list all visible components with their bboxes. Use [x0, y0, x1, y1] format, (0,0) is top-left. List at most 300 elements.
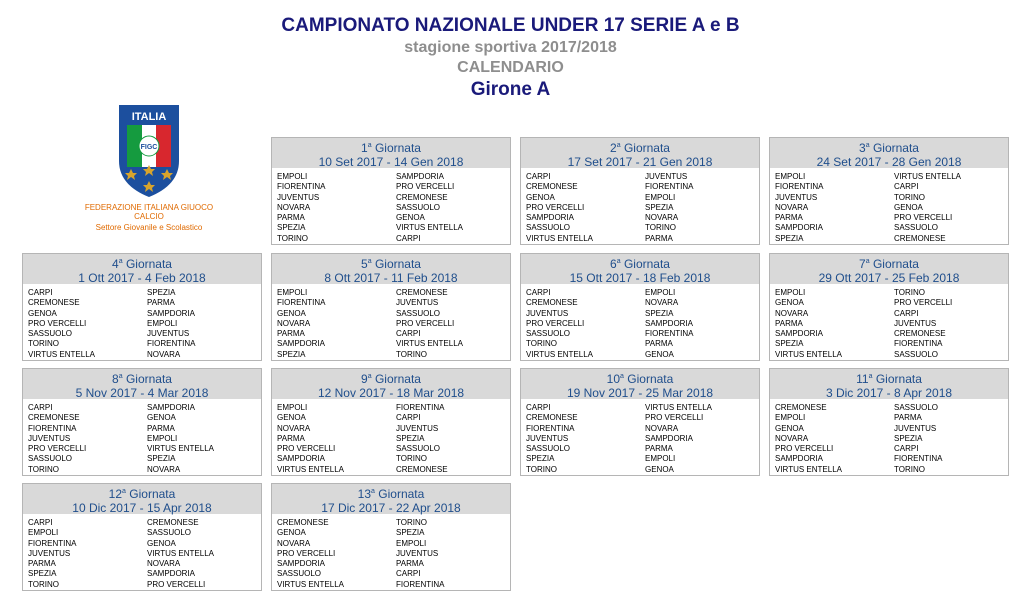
round-label: Giornata — [623, 257, 670, 271]
away-team: PRO VERCELLI — [396, 318, 455, 328]
round-ordinal: a — [367, 258, 372, 265]
match-row — [277, 329, 510, 339]
match-row — [526, 172, 759, 182]
home-team: SAMPDORIA — [775, 454, 824, 464]
round-number: 1 — [361, 141, 368, 155]
round-dates: 17 Set 2017 - 21 Gen 2018 — [567, 155, 713, 169]
away-team: CREMONESE — [396, 192, 448, 202]
away-team: FIORENTINA — [894, 339, 943, 349]
home-team: SAMPDORIA — [526, 213, 575, 223]
round-number: 5 — [361, 257, 368, 271]
round-card — [769, 137, 1009, 245]
match-row — [277, 213, 510, 223]
match-row — [28, 434, 261, 444]
match-row — [28, 309, 261, 319]
round-title — [272, 254, 510, 271]
home-team: GENOA — [277, 528, 306, 538]
match-row — [28, 298, 261, 308]
away-team: EMPOLI — [147, 433, 178, 443]
away-team: TORINO — [396, 454, 427, 464]
round-header — [272, 254, 510, 284]
away-team: SAMPDORIA — [645, 433, 694, 443]
round-dates: 29 Ott 2017 - 25 Feb 2018 — [818, 271, 960, 285]
match-row — [775, 339, 1008, 349]
match-row — [526, 182, 759, 192]
away-team: CREMONESE — [894, 329, 946, 339]
match-row — [277, 580, 510, 590]
home-team: GENOA — [775, 298, 804, 308]
round-header — [770, 254, 1008, 284]
match-row — [28, 454, 261, 464]
home-team: CARPI — [28, 518, 53, 527]
home-team: PARMA — [775, 318, 803, 328]
away-team: TORINO — [396, 349, 427, 359]
round-dates: 10 Set 2017 - 14 Gen 2018 — [318, 155, 464, 169]
home-team: CREMONESE — [526, 182, 578, 192]
home-team: JUVENTUS — [526, 433, 569, 443]
round-ordinal: a — [367, 373, 372, 380]
away-team: SASSUOLO — [894, 223, 939, 233]
match-row — [526, 193, 759, 203]
home-team: SASSUOLO — [526, 444, 571, 454]
away-team: CARPI — [396, 413, 421, 423]
round-number: 6 — [610, 257, 617, 271]
away-team: TORINO — [396, 518, 427, 527]
svg-text:FIGC: FIGC — [140, 144, 158, 151]
away-team: FIORENTINA — [147, 339, 196, 349]
away-team: NOVARA — [645, 213, 679, 223]
round-title — [770, 369, 1008, 386]
away-team: FIORENTINA — [396, 579, 445, 589]
home-team: SAMPDORIA — [775, 223, 824, 233]
home-team: CARPI — [526, 403, 551, 412]
away-team: GENOA — [645, 349, 674, 359]
home-team: SAMPDORIA — [277, 454, 326, 464]
match-list — [770, 399, 1008, 475]
round-ordinal: a — [865, 142, 870, 149]
round-label: Giornata — [623, 141, 670, 155]
page-header — [0, 14, 1021, 102]
away-team: CARPI — [894, 308, 919, 318]
match-row — [277, 569, 510, 579]
match-list — [23, 514, 261, 590]
home-team: GENOA — [526, 192, 555, 202]
home-team: PRO VERCELLI — [28, 444, 87, 454]
home-team: JUVENTUS — [277, 192, 320, 202]
match-row — [775, 319, 1008, 329]
away-team: SAMPDORIA — [645, 318, 694, 328]
round-dates: 10 Dic 2017 - 15 Apr 2018 — [72, 501, 212, 515]
match-row — [277, 350, 510, 360]
group-title: Girone A — [470, 79, 551, 100]
match-row — [28, 319, 261, 329]
match-row — [526, 434, 759, 444]
away-team: PARMA — [894, 413, 922, 423]
home-team: SPEZIA — [28, 569, 57, 579]
match-row — [277, 539, 510, 549]
match-row — [277, 319, 510, 329]
round-title — [770, 138, 1008, 155]
home-team: EMPOLI — [277, 403, 308, 412]
away-team: CARPI — [894, 444, 919, 454]
away-team: CREMONESE — [396, 288, 448, 297]
page-title: CAMPIONATO NAZIONALE UNDER 17 SERIE A e B — [281, 15, 740, 36]
match-row — [277, 465, 510, 475]
round-title — [521, 254, 759, 271]
home-team: SASSUOLO — [526, 223, 571, 233]
home-team: VIRTUS ENTELLA — [277, 579, 344, 589]
away-team: SASSUOLO — [894, 349, 939, 359]
home-team: CREMONESE — [526, 298, 578, 308]
match-row — [775, 465, 1008, 475]
match-row — [28, 518, 261, 528]
home-team: PRO VERCELLI — [526, 318, 585, 328]
match-row — [526, 309, 759, 319]
match-row — [277, 559, 510, 569]
round-title — [272, 369, 510, 386]
away-team: SAMPDORIA — [147, 403, 196, 412]
match-list — [521, 284, 759, 360]
match-row — [277, 444, 510, 454]
home-team: SPEZIA — [277, 223, 306, 233]
round-number: 10 — [606, 372, 621, 386]
round-card — [22, 483, 262, 591]
round-title — [521, 369, 759, 386]
match-row — [277, 424, 510, 434]
match-list — [272, 514, 510, 590]
match-list — [272, 168, 510, 244]
away-team: PARMA — [396, 559, 424, 569]
match-row — [775, 203, 1008, 213]
match-row — [277, 339, 510, 349]
home-team: GENOA — [28, 308, 57, 318]
match-row — [277, 234, 510, 244]
match-row — [277, 182, 510, 192]
away-team: VIRTUS ENTELLA — [147, 444, 214, 454]
round-title — [23, 484, 261, 501]
round-label: Giornata — [872, 257, 919, 271]
round-dates: 24 Set 2017 - 28 Gen 2018 — [816, 155, 962, 169]
home-team: CREMONESE — [28, 413, 80, 423]
match-row — [277, 434, 510, 444]
round-dates: 15 Ott 2017 - 18 Feb 2018 — [569, 271, 711, 285]
home-team: CARPI — [28, 403, 53, 412]
match-row — [28, 444, 261, 454]
away-team: CREMONESE — [147, 518, 199, 527]
match-row — [526, 465, 759, 475]
round-dates: 8 Ott 2017 - 11 Feb 2018 — [324, 271, 458, 285]
match-row — [277, 172, 510, 182]
home-team: CARPI — [28, 288, 53, 297]
home-team: SPEZIA — [277, 349, 306, 359]
match-row — [277, 193, 510, 203]
home-team: NOVARA — [775, 433, 809, 443]
match-list — [23, 284, 261, 360]
home-team: GENOA — [277, 413, 306, 423]
match-row — [775, 288, 1008, 298]
round-title — [272, 138, 510, 155]
away-team: CREMONESE — [396, 464, 448, 474]
match-row — [526, 413, 759, 423]
match-row — [775, 172, 1008, 182]
round-ordinal: a — [367, 142, 372, 149]
round-card — [22, 253, 262, 361]
away-team: JUVENTUS — [396, 423, 439, 433]
away-team: VIRTUS ENTELLA — [147, 548, 214, 558]
away-team: PARMA — [147, 298, 175, 308]
away-team: PARMA — [645, 339, 673, 349]
match-row — [526, 329, 759, 339]
away-team: JUVENTUS — [396, 548, 439, 558]
round-label: Giornata — [875, 372, 922, 386]
home-team: FIORENTINA — [277, 182, 326, 192]
match-row — [277, 413, 510, 423]
match-row — [28, 528, 261, 538]
round-label: Giornata — [627, 372, 674, 386]
match-list — [272, 284, 510, 360]
away-team: EMPOLI — [645, 288, 676, 297]
round-number: 7 — [859, 257, 866, 271]
round-dates: 19 Nov 2017 - 25 Mar 2018 — [566, 386, 714, 400]
round-ordinal: a — [620, 373, 624, 380]
away-team: JUVENTUS — [894, 423, 937, 433]
home-team: SAMPDORIA — [775, 329, 824, 339]
round-label: Giornata — [374, 372, 421, 386]
away-team: SPEZIA — [645, 202, 674, 212]
away-team: TORINO — [645, 223, 676, 233]
away-team: SASSUOLO — [147, 528, 192, 538]
round-label: Giornata — [378, 487, 425, 501]
match-list — [521, 168, 759, 244]
home-team: PARMA — [775, 213, 803, 223]
round-ordinal: a — [616, 258, 621, 265]
match-row — [775, 329, 1008, 339]
away-team: PRO VERCELLI — [147, 579, 206, 589]
away-team: FIORENTINA — [396, 403, 445, 412]
match-row — [28, 539, 261, 549]
round-label: Giornata — [374, 141, 421, 155]
round-label: Giornata — [872, 141, 919, 155]
away-team: PRO VERCELLI — [396, 182, 455, 192]
match-row — [526, 319, 759, 329]
match-row — [775, 223, 1008, 233]
away-team: CARPI — [894, 182, 919, 192]
home-team: TORINO — [28, 339, 59, 349]
match-row — [526, 403, 759, 413]
home-team: EMPOLI — [775, 288, 806, 297]
away-team: VIRTUS ENTELLA — [894, 172, 961, 181]
away-team: SASSUOLO — [894, 403, 939, 412]
match-row — [775, 434, 1008, 444]
home-team: PRO VERCELLI — [28, 318, 87, 328]
round-dates: 17 Dic 2017 - 22 Apr 2018 — [321, 501, 461, 515]
round-number: 8 — [112, 372, 119, 386]
match-list — [272, 399, 510, 475]
away-team: PRO VERCELLI — [645, 413, 704, 423]
round-ordinal: a — [122, 488, 126, 495]
match-list — [521, 399, 759, 475]
home-team: NOVARA — [775, 202, 809, 212]
match-row — [28, 403, 261, 413]
home-team: PRO VERCELLI — [775, 444, 834, 454]
away-team: SASSUOLO — [396, 308, 441, 318]
home-team: JUVENTUS — [775, 192, 818, 202]
home-team: FIORENTINA — [28, 538, 77, 548]
home-team: GENOA — [775, 423, 804, 433]
away-team: EMPOLI — [147, 318, 178, 328]
match-row — [277, 203, 510, 213]
match-row — [775, 213, 1008, 223]
away-team: GENOA — [147, 538, 176, 548]
match-row — [28, 580, 261, 590]
home-team: FIORENTINA — [775, 182, 824, 192]
round-card — [22, 368, 262, 476]
home-team: SAMPDORIA — [277, 559, 326, 569]
round-label: Giornata — [129, 487, 176, 501]
home-team: TORINO — [28, 464, 59, 474]
away-team: GENOA — [396, 213, 425, 223]
round-number: 13 — [357, 487, 372, 501]
home-team: EMPOLI — [775, 413, 806, 423]
home-team: TORINO — [277, 233, 308, 243]
away-team: NOVARA — [645, 298, 679, 308]
round-title — [23, 369, 261, 386]
round-label: Giornata — [125, 372, 172, 386]
home-team: GENOA — [277, 308, 306, 318]
away-team: SPEZIA — [396, 433, 425, 443]
home-team: PARMA — [28, 559, 56, 569]
home-team: CREMONESE — [277, 518, 329, 527]
home-team: PARMA — [277, 433, 305, 443]
away-team: FIORENTINA — [894, 454, 943, 464]
match-row — [775, 444, 1008, 454]
away-team: SPEZIA — [645, 308, 674, 318]
home-team: NOVARA — [277, 318, 311, 328]
match-row — [526, 424, 759, 434]
match-row — [277, 288, 510, 298]
home-team: JUVENTUS — [526, 308, 569, 318]
match-row — [775, 413, 1008, 423]
home-team: JUVENTUS — [28, 548, 71, 558]
round-label: Giornata — [125, 257, 172, 271]
round-number: 12 — [108, 487, 123, 501]
home-team: SPEZIA — [526, 454, 555, 464]
match-row — [28, 559, 261, 569]
round-number: 4 — [112, 257, 119, 271]
round-title — [521, 138, 759, 155]
match-row — [775, 424, 1008, 434]
home-team: CARPI — [526, 288, 551, 297]
figc-shield-icon — [117, 103, 181, 199]
round-header — [23, 484, 261, 514]
away-team: GENOA — [894, 202, 923, 212]
home-team: VIRTUS ENTELLA — [775, 349, 842, 359]
away-team: PRO VERCELLI — [894, 298, 953, 308]
home-team: TORINO — [28, 579, 59, 589]
season-subtitle: stagione sportiva 2017/2018 — [404, 39, 617, 56]
round-ordinal: a — [616, 142, 621, 149]
home-team: VIRTUS ENTELLA — [526, 349, 593, 359]
away-team: PARMA — [147, 423, 175, 433]
match-row — [28, 569, 261, 579]
match-row — [28, 413, 261, 423]
home-team: SASSUOLO — [277, 569, 322, 579]
home-team: NOVARA — [775, 308, 809, 318]
home-team: NOVARA — [277, 538, 311, 548]
away-team: JUVENTUS — [645, 172, 688, 181]
away-team: SAMPDORIA — [147, 569, 196, 579]
away-team: CARPI — [396, 233, 421, 243]
away-team: PRO VERCELLI — [894, 213, 953, 223]
home-team: EMPOLI — [277, 288, 308, 297]
away-team: EMPOLI — [645, 454, 676, 464]
away-team: JUVENTUS — [396, 298, 439, 308]
round-number: 11 — [856, 372, 869, 386]
away-team: FIORENTINA — [645, 329, 694, 339]
round-ordinal: a — [118, 373, 123, 380]
away-team: VIRTUS ENTELLA — [396, 223, 463, 233]
home-team: VIRTUS ENTELLA — [775, 464, 842, 474]
home-team: NOVARA — [277, 423, 311, 433]
round-header — [521, 138, 759, 168]
match-row — [526, 339, 759, 349]
away-team: SPEZIA — [147, 288, 176, 297]
match-list — [770, 284, 1008, 360]
match-row — [526, 213, 759, 223]
match-row — [277, 403, 510, 413]
match-row — [526, 288, 759, 298]
match-row — [277, 518, 510, 528]
round-dates: 3 Dic 2017 - 8 Apr 2018 — [825, 386, 953, 400]
match-row — [775, 182, 1008, 192]
home-team: VIRTUS ENTELLA — [277, 464, 344, 474]
match-row — [775, 403, 1008, 413]
away-team: SPEZIA — [396, 528, 425, 538]
away-team: TORINO — [894, 192, 925, 202]
away-team: SAMPDORIA — [396, 172, 445, 181]
round-header — [272, 484, 510, 514]
match-row — [28, 288, 261, 298]
round-header — [272, 138, 510, 168]
away-team: SPEZIA — [147, 454, 176, 464]
round-ordinal: a — [371, 488, 375, 495]
round-card — [520, 368, 760, 476]
away-team: CARPI — [396, 329, 421, 339]
home-team: PRO VERCELLI — [277, 444, 336, 454]
match-row — [28, 350, 261, 360]
away-team: NOVARA — [147, 349, 181, 359]
federation-label: FEDERAZIONE ITALIANA GIUOCO CALCIO — [84, 203, 214, 221]
round-header — [272, 369, 510, 399]
match-row — [277, 223, 510, 233]
away-team: GENOA — [147, 413, 176, 423]
round-card — [271, 253, 511, 361]
home-team: JUVENTUS — [28, 433, 71, 443]
away-team: GENOA — [645, 464, 674, 474]
round-number: 2 — [610, 141, 617, 155]
match-list — [23, 399, 261, 475]
round-card — [271, 137, 511, 245]
away-team: NOVARA — [645, 423, 679, 433]
away-team: FIORENTINA — [645, 182, 694, 192]
home-team: TORINO — [526, 339, 557, 349]
round-dates: 12 Nov 2017 - 18 Mar 2018 — [317, 386, 465, 400]
round-card — [769, 253, 1009, 361]
round-label: Giornata — [374, 257, 421, 271]
round-header — [521, 254, 759, 284]
away-team: SASSUOLO — [396, 444, 441, 454]
round-ordinal: a — [868, 373, 873, 380]
